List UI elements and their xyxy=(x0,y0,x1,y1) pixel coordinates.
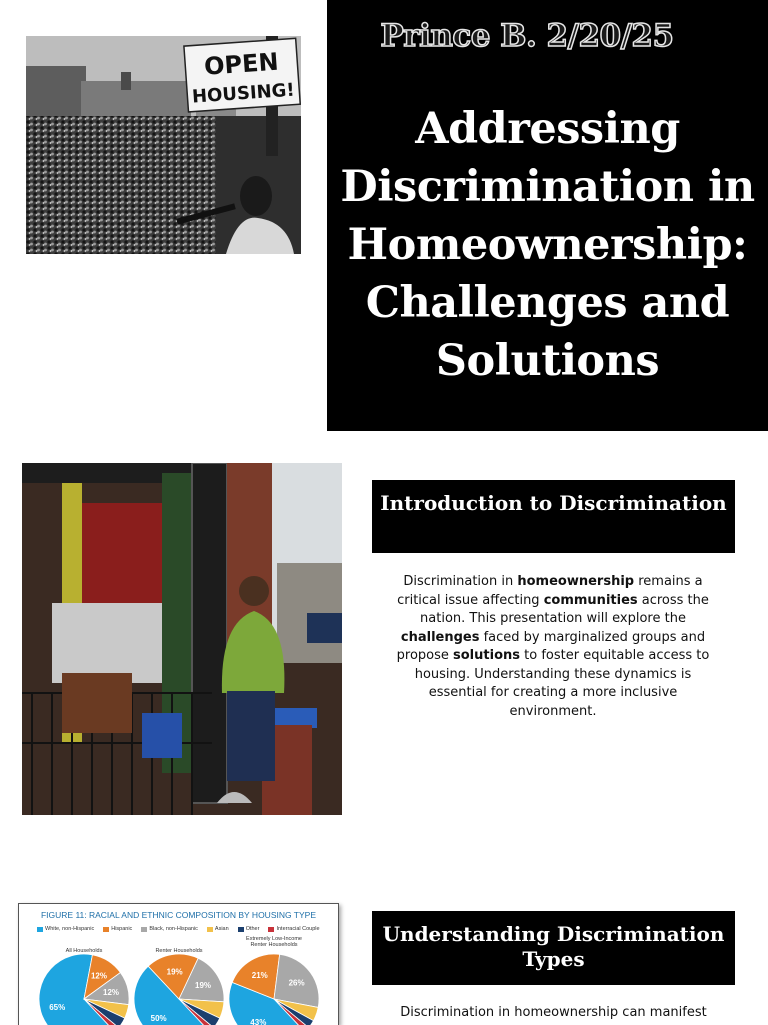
sign-text-open: OPEN xyxy=(203,47,280,81)
types-section-header: Understanding Discrimination Types xyxy=(372,911,735,985)
legend-label: Hispanic xyxy=(111,926,133,932)
sign-text-housing: HOUSING! xyxy=(191,79,296,108)
legend-label: Asian xyxy=(214,926,229,932)
pie-label-line: Renter Households xyxy=(155,948,203,954)
types-paragraph: Discrimination in homeownership can manifest xyxy=(400,1005,707,1020)
intro-keyword-homeownership: homeownership xyxy=(517,574,635,589)
housing-composition-figure xyxy=(18,903,339,1025)
pie-slice-label: 19% xyxy=(166,967,183,977)
figure-title: FIGURE 11: RACIAL AND ETHNIC COMPOSITION BY HOUSING TYPE xyxy=(40,910,317,920)
intro-paragraph xyxy=(392,573,714,721)
rally-photo-graphic xyxy=(26,36,301,254)
legend-label: Interracial Couple xyxy=(276,926,320,932)
author-date: Prince B. 2/20/25 xyxy=(380,18,674,54)
pie-slice-label: 26% xyxy=(288,978,305,988)
pie-slice-label: 65% xyxy=(49,1002,66,1012)
pie-slice-label: 12% xyxy=(90,971,107,981)
legend-label: Other xyxy=(245,926,260,932)
title-block xyxy=(327,0,768,431)
pie-label-line: Extremely Low-Income xyxy=(246,936,302,942)
porch-photo-graphic xyxy=(22,463,342,815)
woman-on-porch-photo xyxy=(22,463,342,815)
open-housing-rally-photo xyxy=(26,36,301,254)
intro-text-segment: faced by marginalized groups and propose xyxy=(396,629,706,663)
pie-slice-label: 43% xyxy=(250,1018,267,1025)
legend-label: Black, non-Hispanic xyxy=(149,926,198,932)
intro-section-header: Introduction to Discrimination xyxy=(372,480,735,553)
intro-keyword-communities: communities xyxy=(543,592,638,608)
legend-label: White, non-Hispanic xyxy=(45,926,95,932)
page-title: Addressing Discrimination in Homeownership: Challenges and Solutions xyxy=(340,104,755,386)
pie-slice-label: 50% xyxy=(150,1014,167,1024)
intro-text-segment: Discrimination in xyxy=(403,574,518,589)
pie-slice-label: 21% xyxy=(251,970,268,980)
pie-slice-label: 12% xyxy=(103,988,120,998)
intro-text-segment: across the nation. This presentation will explore the xyxy=(420,592,709,626)
pie-label-line: All Households xyxy=(65,948,103,954)
pie-slice-label: 19% xyxy=(195,980,212,990)
intro-keyword-challenges: challenges xyxy=(400,629,480,645)
pie-label-line: Renter Households xyxy=(250,942,298,948)
intro-text-segment: remains a critical issue affecting xyxy=(397,574,703,608)
pie-chart xyxy=(19,904,338,1025)
intro-text-segment: to foster equitable access to housing. Understanding these dynamics is essential for creating a more inclusive environment. xyxy=(414,648,710,719)
intro-keyword-solutions: solutions xyxy=(453,648,520,663)
